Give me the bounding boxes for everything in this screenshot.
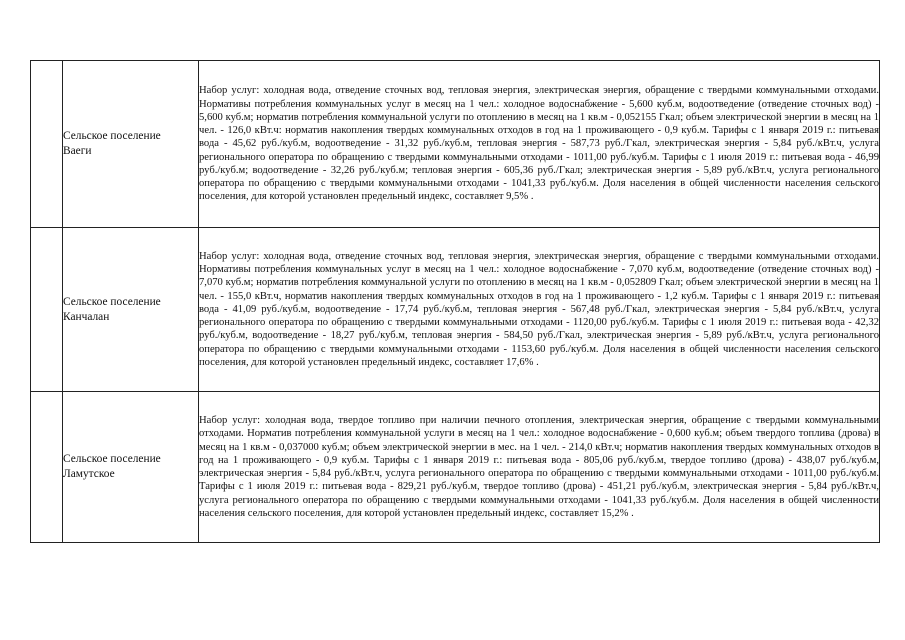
settlement-name-cell xyxy=(63,61,199,228)
table-row xyxy=(31,392,880,543)
settlement-type: Сельское поселение xyxy=(63,295,161,308)
row-number-cell xyxy=(31,392,63,543)
settlement-description: Набор услуг: холодная вода, твердое топливо при наличии печного отопления, электрическая энергия, обращение с твердыми коммунальными отходами. Норматив потребления коммунальной услуги в месяц на 1 чел.: холодное водоснабжение - 0,600 куб.м; объем твердого топлива (дрова) в месяц на 1 кв.м - 0,037000 куб.м; объем электрической энергии в мес. на 1 чел. - 214,0 кВт.ч; норматив накопления твердых коммунальных отходов в год на 1 проживающего - 0,9 куб.м. Тарифы с 1 января 2019 г.: питьевая вода - 805,06 руб./куб.м, твердое топливо (дрова) - 438,07 руб./куб.м, электрическая энергия - 5,84 руб./кВт.ч, услуга регионального оператора по обращению с твердыми коммунальными отходами - 1011,00 руб./куб.м. Тарифы с 1 июля 2019 г.: питьевая вода - 829,21 руб./куб.м, твердое топливо (дрова) - 451,21 руб./куб.м, электрическая энергия - 5,84 руб./кВт.ч, услуга регионального оператора по обращению с твердыми коммунальными отходами - 1041,33 руб./куб.м. Доля населения в общей численности населения сельского поселения, для которой установлен предельный индекс, составляет 15,2% . xyxy=(199,392,880,543)
settlement-type: Сельское поселение xyxy=(63,453,161,465)
settlement-description: Набор услуг: холодная вода, отведение сточных вод, тепловая энергия, электрическая энергия, обращение с твердыми коммунальными отходами. Нормативы потребления коммунальных услуг в месяц на 1 чел.: холодное водоснабжение - 7,070 куб.м, водоотведение (отведение сточных вод) - 7,070 куб.м; норматив потребления коммунальной услуги по отоплению в месяц на 1 кв.м - 0,052809 Гкал; объем электрической энергии в месяц на 1 чел. - 155,0 кВт.ч, норматив накопления твердых коммунальных отходов в год на 1 проживающего - 1,2 куб.м. Тарифы с 1 января 2019 г.: питьевая вода - 41,09 руб./куб.м, водоотведение - 17,74 руб./куб.м, тепловая энергия - 567,48 руб./Гкал, электрическая энергия - 5,84 руб./кВт.ч, услуга регионального оператора по обращению с твердыми коммунальными отходами - 1120,00 руб./куб.м. Тарифы с 1 июля 2019 г.: питьевая вода - 42,32 руб./куб.м, водоотведение - 18,27 руб./куб.м, тепловая энергия - 584,50 руб./Гкал, электрическая энергия - 5,89 руб./кВт.ч, услуга регионального оператора по обращению с твердыми коммунальными отходами - 1153,60 руб./куб.м. Доля населения в общей численности населения сельского поселения, для которой установлен предельный индекс, составляет 17,6% . xyxy=(199,228,880,392)
settlement-name: Ламутское xyxy=(63,468,115,480)
settlement-name-cell xyxy=(63,228,199,392)
settlement-description: Набор услуг: холодная вода, отведение сточных вод, тепловая энергия, электрическая энергия, обращение с твердыми коммунальными отходами. Нормативы потребления коммунальных услуг в месяц на 1 чел.: холодное водоснабжение - 5,600 куб.м, водоотведение (отведение сточных вод) - 5,600 куб.м; норматив потребления коммунальной услуги по отоплению в месяц на 1 кв.м - 0,052155 Гкал; объем электрической энергии в месяц на 1 чел. - 126,0 кВт.ч: норматив накопления твердых коммунальных отходов в год на 1 проживающего - 0,9 куб.м. Тарифы с 1 января 2019 г.: питьевая вода - 45,62 руб./куб.м, водоотведение - 31,32 руб./куб.м, тепловая энергия - 587,73 руб./Гкал, электрическая энергия - 5,84 руб./кВт.ч, услуга регионального оператора по обращению с твердыми коммунальными отходами - 1011,00 руб./куб.м. Тарифы с 1 июля 2019 г.: питьевая вода - 46,99 руб./куб.м; водоотведение - 32,26 руб./куб.м; тепловая энергия - 605,36 руб./Гкал; электрическая энергия - 5,89 руб./кВт.ч, услуга регионального оператора по обращению с твердыми коммунальными отходами - 1041,33 руб./куб.м. Доля населения в общей численности населения сельского поселения, для которой установлен предельный индекс, составляет 9,5% . xyxy=(199,61,880,228)
settlement-name-cell xyxy=(63,392,199,543)
table-row xyxy=(31,228,880,392)
table-row xyxy=(31,61,880,228)
settlement-type: Сельское поселение xyxy=(63,130,161,142)
settlement-name: Канчалан xyxy=(63,310,110,323)
settlement-name: Ваеги xyxy=(63,145,92,157)
row-number-cell xyxy=(31,61,63,228)
settlements-table xyxy=(30,60,880,543)
row-number-cell xyxy=(31,228,63,392)
